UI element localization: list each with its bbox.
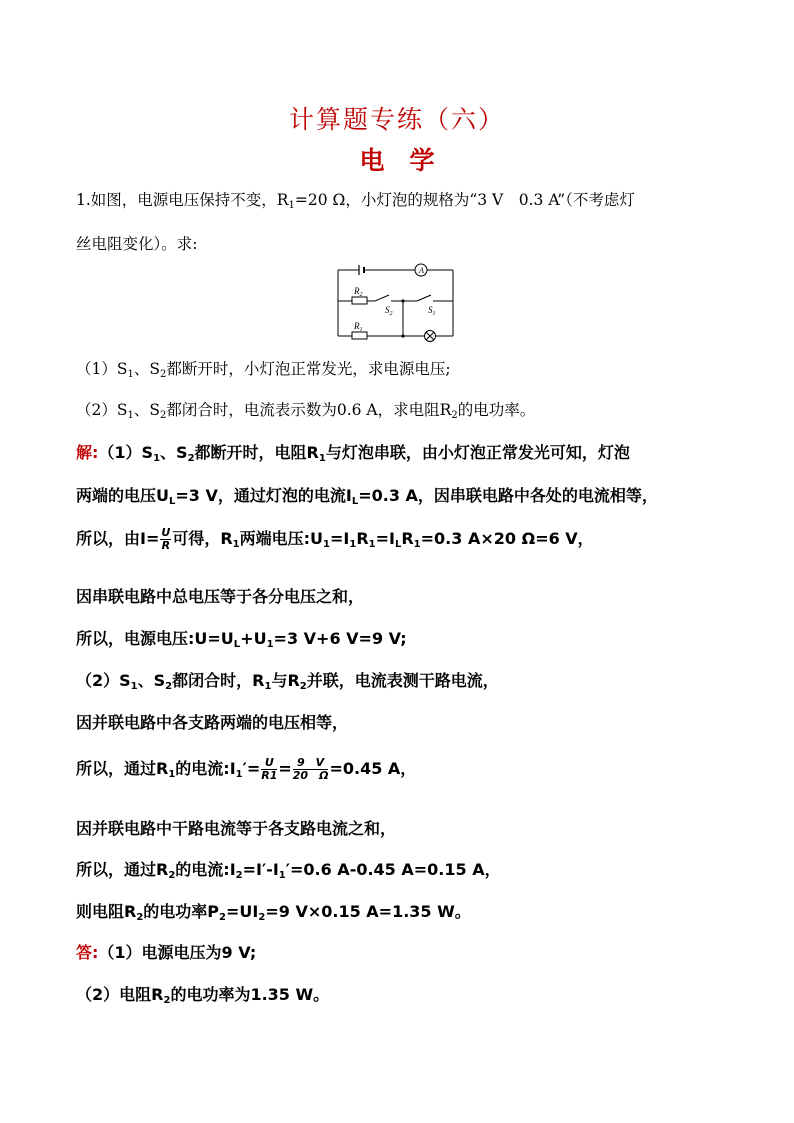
fraction-u-over-r: $\frac{U}{R}$	[161, 526, 171, 552]
answer-label: 答:	[76, 943, 99, 962]
problem-line-2: 丝电阻变化）。求:	[76, 235, 198, 253]
solution-label: 解:	[76, 443, 99, 462]
solution-line-4: 因串联电路中总电压等于各分电压之和，	[76, 587, 365, 606]
answer-line-2: （2）电阻$R_2$的电功率为1.35 W。	[76, 985, 330, 1006]
ammeter-label: A	[419, 266, 424, 275]
solution-line-7: 因并联电路中各支路两端的电压相等，	[76, 713, 349, 732]
s1-label: $S_1$	[428, 305, 436, 317]
r2-label: $R_2$	[354, 286, 363, 298]
question-1: $(1)S_1$、$S_2$都断开时，小灯泡正常发光，求电源电压;	[76, 360, 451, 380]
r1-label: $R_1$	[354, 321, 363, 333]
solution-line-11: 则电阻$R_2$的电功率$P_2=UI_2=9$ V×0.15 A=1.35 W。	[76, 902, 471, 923]
problem-line-1: 1.如图，电源电压保持不变，$R_1=20$ Ω，小灯泡的规格为“3 V 0.3 A”（不考虑灯	[76, 191, 635, 211]
fraction-u-over-r1: $\frac{U}{R1}$	[261, 756, 278, 782]
solution-line-1: 解$:(1)S_1$、$S_2$都断开时，电阻$R_1$与灯泡串联，由小灯泡正常发光可知，灯泡	[76, 443, 630, 464]
s2-label: $S_2$	[385, 305, 393, 317]
answer-line-1: 答:（1）电源电压为9 V;	[76, 943, 257, 962]
solution-line-5: 所以，电源电压$:U=U_L+U_1=3$ V+6 V=9 V;	[76, 629, 407, 650]
solution-line-3: 所以，由I= $\frac{U}{R}$ 可得，$R_1$两端电压$:U_1=I_1R_1=I_LR_1=0.3$ A×20 Ω=6 V，	[76, 526, 594, 552]
page-subtitle: 电 学	[359, 146, 435, 175]
solution-line-10: 所以，通过$R_2$的电流$:I_2=I'-I_1'=0.6$ A-0.45 A=0.15 A，	[76, 860, 501, 881]
solution-line-8: 所以，通过$R_1$的电流$:I_1'=$ $\frac{U}{R1}$ = $\frac{9 V}{20 \Omega}$ =0.45 A，	[76, 756, 417, 782]
solution-line-9: 因并联电路中干路电流等于各支路电流之和，	[76, 819, 397, 838]
circuit-diagram	[335, 262, 460, 342]
fraction-9v-over-20ohm: $\frac{9 V}{20 \Omega}$	[292, 756, 329, 782]
solution-line-2: 两端的电压$U_L=3$ V，通过灯泡的电流$I_L=0.3$ A，因串联电路中各处的电流相等，	[76, 486, 658, 507]
solution-line-6: $(2)S_1$、$S_2$都闭合时，$R_1$与$R_2$并联，电流表测干路电流，	[76, 671, 499, 692]
page-title: 计算题专练（六）	[288, 105, 505, 134]
question-2: $(2)S_1$、$S_2$都闭合时，电流表示数为0.6 A，求电阻$R_2$的电功率。	[76, 401, 536, 421]
